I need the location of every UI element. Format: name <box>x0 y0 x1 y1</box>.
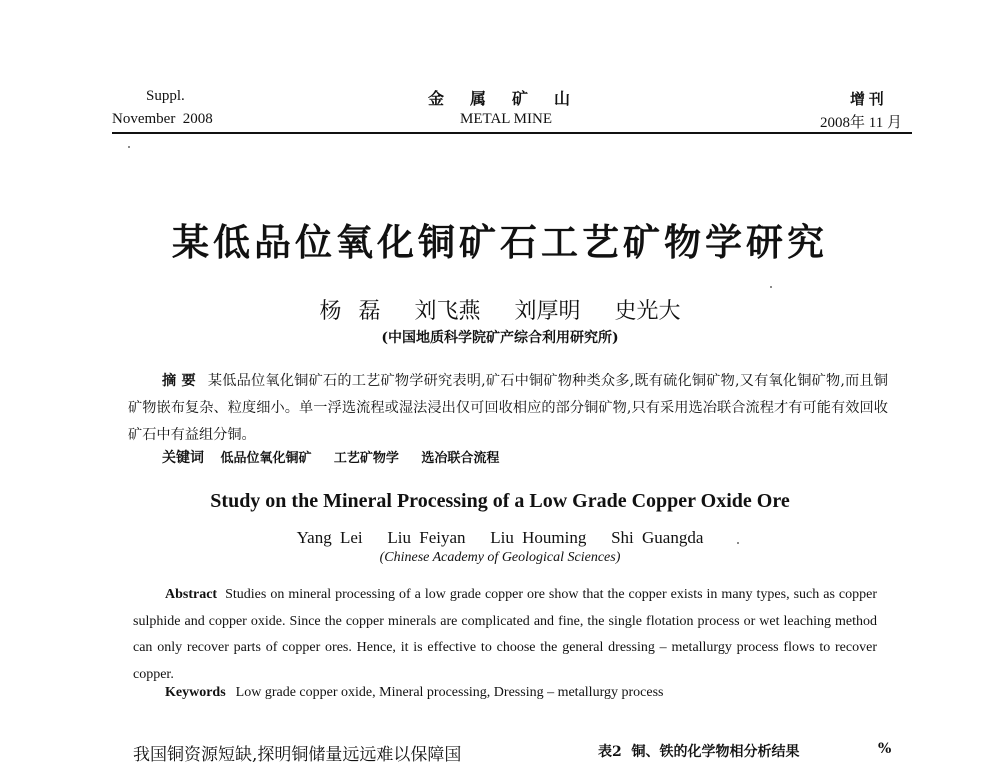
keyword-cn: 工艺矿物学 <box>333 451 399 466</box>
journal-name-cn: 金属矿山 <box>428 89 597 108</box>
journal-name-en: METAL MINE <box>460 111 552 127</box>
body-text-start: 我国铜资源短缺,探明铜储量远远难以保障国 <box>133 745 462 765</box>
keywords-label-cn: 关键词 <box>162 450 204 466</box>
table-unit: % <box>878 741 892 757</box>
abstract-text-en: Studies on mineral processing of a low grade copper ore show that the copper exists in many types, such as copper sulphide and copper oxide. Since the copper minerals are complicated and fine, the single flotation process or wet leaching method can only recover parts of copper ores. Hence, it is effective to choose the general dressing – metallurgy process flows to recover copper. <box>133 587 877 682</box>
scan-speck <box>770 286 772 288</box>
keywords-text-en: Low grade copper oxide, Mineral processing, Dressing – metallurgy process <box>235 685 664 700</box>
abstract-label-en: Abstract <box>165 587 218 602</box>
keyword-cn: 低品位氧化铜矿 <box>220 451 312 466</box>
affiliation-cn: (中国地质科学院矿产综合利用研究所) <box>381 330 619 346</box>
header-rule <box>112 132 912 134</box>
keywords-en <box>165 685 663 701</box>
abstract-en <box>133 582 877 688</box>
header-suppl: Suppl. <box>146 88 185 104</box>
keyword-cn: 选冶联合流程 <box>421 451 500 466</box>
header-date-cn: 2008年 11 月 <box>820 115 902 131</box>
authors-cn: 杨 磊 刘飞燕 刘厚明 史光大 <box>319 299 681 324</box>
header-suppl-cn: 增 刊 <box>850 92 884 108</box>
keywords-cn <box>162 447 517 467</box>
abstract-cn <box>128 368 888 449</box>
keywords-label-en: Keywords <box>165 685 226 700</box>
abstract-label-cn: 摘 要 <box>162 373 196 389</box>
table-caption: 表2 铜、铁的化学物相分析结果 <box>598 744 800 760</box>
header-date-en: November 2008 <box>112 111 213 127</box>
scan-speck <box>128 146 130 148</box>
affiliation-en: (Chinese Academy of Geological Sciences) <box>379 550 621 565</box>
abstract-text-cn: 某低品位氧化铜矿石的工艺矿物学研究表明,矿石中铜矿物种类众多,既有硫化铜矿物,又有氧化铜矿物,而且铜矿物嵌布复杂、粒度细小。单一浮选流程或湿法浸出仅可回收相应的部分铜矿物,只有采用选冶联合流程才有可能有效回收矿石中有益组分铜。 <box>128 373 888 443</box>
paper-title-cn: 某低品位氧化铜矿石工艺矿物学研究 <box>172 220 828 264</box>
authors-en: Yang Lei Liu Feiyan Liu Houming Shi Guangda <box>296 528 704 547</box>
scan-speck <box>737 542 739 544</box>
paper-title-en: Study on the Mineral Processing of a Low Grade Copper Oxide Ore <box>210 490 790 512</box>
